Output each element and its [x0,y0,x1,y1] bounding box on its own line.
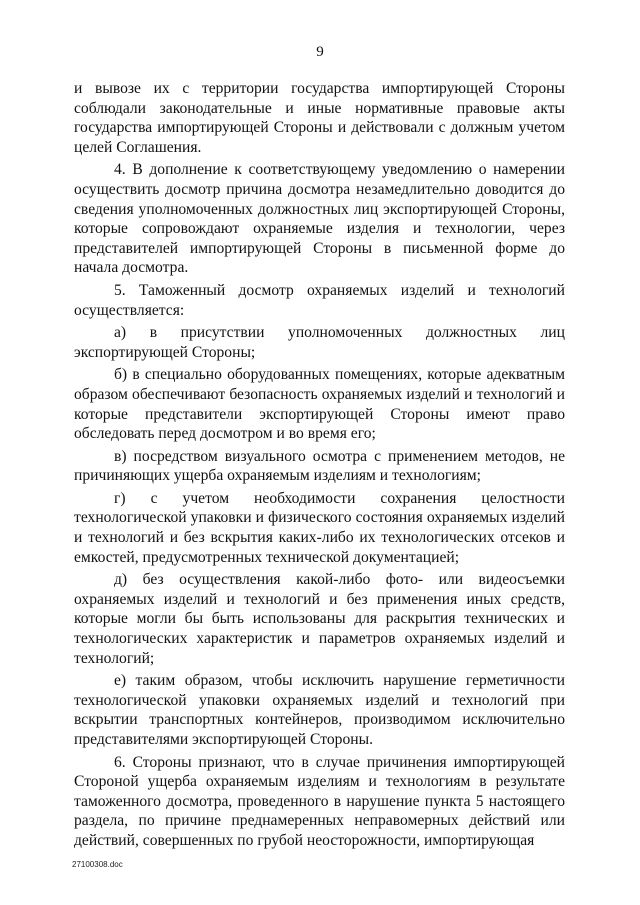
subitem-a: а) в присутствии уполномоченных должностных лиц экспортирующей Стороны; [74,324,565,361]
paragraph-item-4: 4. В дополнение к соответствующему уведомлению о намерении осуществить досмотр причина досмотра незамедлительно доводится до сведения уполномоченных должностных лиц экспортирующей Стороны, которые сопровождают охраняемые изделия и технологии, через представителей импортирующей Стороны в письменной форме до начала досмотра. [74,161,565,277]
paragraph-continuation: и вывозе их с территории государства импортирующей Стороны соблюдали законодательные и иные нормативные правовые акты государства импортирующей Стороны и действовали с должным учетом целей Соглашения. [74,80,565,156]
subitem-d: д) без осуществления какой-либо фото- или видеосъемки охраняемых изделий и технологий и без применения иных средств, которые могли бы быть использованы для раскрытия технических и технологических характеристик и параметров охраняемых изделий и технологий; [74,571,565,667]
page-number: 9 [316,44,324,60]
subitem-e: е) таким образом, чтобы исключить нарушение герметичности технологической упаковки охраняемых изделий и технологий при вскрытии транспортных контейнеров, производимом исключительно представителями экспортирующей Стороны. [74,672,565,748]
subitem-b: б) в специально оборудованных помещениях, которые адекватным образом обеспечивают безопасность охраняемых изделий и технологий и которые представители экспортирующей Стороны имеют право обследовать перед досмотром и во время его; [74,366,565,443]
document-body [74,79,565,851]
footer-file-code: 27100308.doc [72,860,123,869]
subitem-v: в) посредством визуального осмотра с применением методов, не причиняющих ущерба охраняемым изделиям и технологиям; [74,447,565,485]
paragraph-item-5: 5. Таможенный досмотр охраняемых изделий и технологий осуществляется: [74,281,565,319]
subitem-g: г) с учетом необходимости сохранения целостности технологической упаковки и физического состояния охраняемых изделий и технологий и без вскрытия каких-либо их технологических отсеков и емкостей, предусмотренных технической документацией; [74,489,565,566]
paragraph-item-6: 6. Стороны признают, что в случае причинения импортирующей Стороной ущерба охраняемым изделиям и технологиям в результате таможенного досмотра, проведенного в нарушение пункта 5 настоящего раздела, по причине преднамеренных неправомерных действий или действий, совершенных по грубой неосторожности, импортирующая [74,753,565,849]
